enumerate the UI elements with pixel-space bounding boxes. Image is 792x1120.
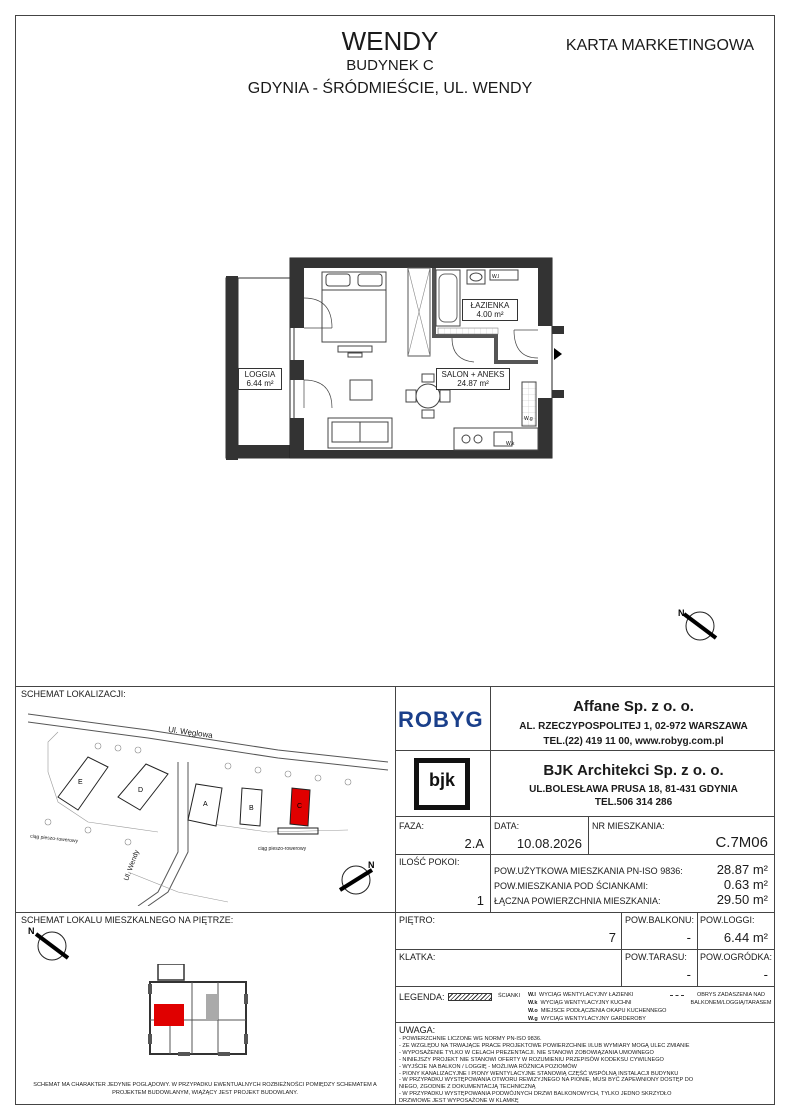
note-item: - POWIERZCHNIE LICZONE WG NORMY PN-ISO 9836. (399, 1036, 542, 1042)
notes-label: UWAGA: (399, 1025, 436, 1035)
svg-text:W.k: W.k (506, 441, 515, 447)
path-label: ciąg pieszo-rowerowy (29, 833, 79, 845)
unit-label: NR MIESZKANIA: (592, 821, 665, 831)
room-area: 4.00 m² (476, 310, 504, 319)
unit-number: C.7M06 (715, 834, 768, 851)
room-label-loggia (238, 368, 282, 390)
area-usable-label: POW.UŻYTKOWA MIESZKANIA PN-ISO 9836: (494, 866, 683, 876)
project-address: GDYNIA - ŚRÓDMIEŚCIE, UL. WENDY (247, 80, 533, 97)
floor-scheme-disclaimer: SCHEMAT MA CHARAKTER JEDYNIE POGLĄDOWY. W PRZYPADKU EWENTUALNYCH ROZBIEŻNOŚCI POMIĘDZY SCHEMATEM A PROJEKTEM BUDOWLANYM, WIĄŻĄCY JEST PROJEKT BUDOWLANY. (33, 1082, 377, 1096)
developer-name: Affane Sp. z o. o. (573, 698, 694, 715)
svg-text:W.g: W.g (524, 416, 533, 422)
note-item: - WYJŚCIE NA BALKON / LOGGIĘ - MOŻLIWA RÓŻNICA POZIOMÓW (399, 1063, 577, 1070)
room-name: LOGGIA (244, 370, 276, 379)
date-value: 10.08.2026 (516, 836, 582, 851)
room-name: ŁAZIENKA (470, 301, 510, 310)
path-label: ciąg pieszo-rowerowy (258, 846, 307, 852)
room-label-living (436, 368, 510, 390)
balcony-label: POW.BALKONU: (625, 915, 695, 925)
terrace-label: POW.TARASU: (625, 952, 687, 962)
svg-text:B: B (249, 805, 254, 812)
room-area: 6.44 m² (246, 379, 274, 388)
street-label: Ul. Wendy (123, 849, 141, 882)
floor-value: 7 (608, 930, 616, 945)
svg-text:N: N (28, 926, 35, 936)
card-type: KARTA MARKETINGOWA (565, 37, 755, 54)
svg-text:N: N (678, 608, 685, 618)
note-item: - NINIEJSZY PROJEKT NIE STANOWI OFERTY W ROZUMIENIU PRZEPISÓW KODEKSU CYWILNEGO (399, 1056, 664, 1063)
location-heading: SCHEMAT LOKALIZACJI: (21, 689, 126, 699)
phase-value: 2.A (464, 836, 484, 851)
balcony-value: - (686, 930, 691, 945)
loggia-value: 6.44 m² (723, 930, 768, 945)
legend-item: W.k WYCIĄG WENTYLACYJNY KUCHNI (528, 1000, 632, 1006)
note-item: - W PRZYPADKU WYSTĘPOWANIA OTWORU REWIZYJNEGO NA PIONIE, MUSI BYĆ ZAPEWNIONY DOSTĘP DO NIEGO, ZGODNIE Z DOKUMENTACJĄ TECHNICZNĄ (399, 1077, 694, 1091)
building-label: E (78, 779, 83, 786)
area-slope-value: 0.63 m² (723, 877, 768, 892)
architect-contact: TEL.506 314 286 (594, 797, 673, 808)
legend-item: W.o MIEJSCE PODŁĄCZENIA OKAPU KUCHENNEGO (528, 1008, 667, 1014)
area-slope-label: POW.MIESZKANIA POD ŚCIANKAMI: (494, 881, 649, 891)
notes-list (399, 1036, 699, 1105)
street-label: Ul. Węglowa (167, 724, 214, 741)
date-label: DATA: (494, 821, 520, 831)
bjk-logo: bjk (414, 758, 470, 810)
compass-icon (676, 606, 720, 646)
area-total-value: 29.50 m² (716, 892, 768, 907)
note-item: - W PRZYPADKU WYSTĘPOWANIA PODWÓJNYCH DRZWI BALKONOWYCH, TYLKO JEDNO SKRZYDŁO DRZWIOWE JEST WYPOSAŻONE W KLAMKĘ (399, 1091, 672, 1105)
loggia-label: POW.LOGGI: (700, 915, 755, 925)
svg-text:W.l: W.l (492, 274, 499, 280)
outline-dash-icon (670, 995, 684, 996)
area-usable-value: 28.87 m² (716, 862, 768, 877)
legend-list (528, 991, 666, 1023)
room-area: 24.87 m² (457, 379, 489, 388)
garden-value: - (763, 967, 768, 982)
garden-label: POW.OGRÓDKA: (700, 952, 773, 962)
legend-walls: ŚCIANKI (498, 993, 521, 999)
developer-address: AL. RZECZYPOSPOLITEJ 1, 02-972 WARSZAWA (519, 721, 748, 732)
note-item: - PIONY KANALIZACYJNE I PIONY WENTYLACYJNE STANOWIĄ CZĘŚĆ WSPÓLNĄ INSTALACJI BUDYNKU (399, 1070, 679, 1077)
phase-label: FAZA: (399, 821, 425, 831)
floor-plan (222, 250, 572, 462)
floor-label: PIĘTRO: (399, 915, 436, 925)
floor-scheme-heading: SCHEMAT LOKALU MIESZKALNEGO NA PIĘTRZE: (21, 915, 234, 925)
building-name: BUDYNEK C (346, 57, 434, 74)
room-label-bathroom (462, 299, 518, 321)
compass-icon (336, 858, 380, 898)
legend-item: W.g WYCIĄG WENTYLACYJNY GARDEROBY (528, 1016, 646, 1022)
rooms-label: ILOŚĆ POKOI: (399, 857, 460, 867)
svg-text:A: A (203, 801, 208, 808)
stair-label: KLATKA: (399, 952, 436, 962)
project-title: WENDY (341, 26, 439, 56)
developer-contact: TEL.(22) 419 11 00, www.robyg.com.pl (543, 736, 724, 747)
floor-scheme-plan (148, 964, 248, 1058)
legend-label: LEGENDA: (399, 992, 445, 1002)
area-total-label: ŁĄCZNA POWIERZCHNIA MIESZKANIA: (494, 896, 661, 906)
rooms-value: 1 (476, 893, 484, 908)
svg-text:C: C (297, 803, 303, 810)
svg-text:D: D (138, 787, 144, 794)
compass-icon (24, 922, 74, 968)
architect-address: UL.BOLESŁAWA PRUSA 18, 81-431 GDYNIA (529, 784, 738, 795)
wall-hatch-icon (448, 993, 492, 1001)
note-item: - ZE WZGLĘDU NA TRWAJĄCE PRACE PROJEKTOWE POWIERZCHNIE I/LUB WYMIARY MOGĄ ULEC ZMIANIE (399, 1042, 690, 1049)
robyg-logo: ROBYG (398, 707, 484, 732)
svg-text:N: N (368, 860, 375, 870)
note-item: - WYPOSAŻENIE TYLKO W CELACH PREZENTACJI. NIE STANOWI ZOBOWIĄZANIA UMOWNEGO (399, 1049, 654, 1056)
terrace-value: - (686, 967, 691, 982)
architect-name: BJK Architekci Sp. z o. o. (543, 762, 724, 779)
room-name: SALON + ANEKS (441, 370, 505, 379)
legend-outline: OBRYS ZADASZENIA NAD BALKONEM/LOGGIĄ/TARASEM (690, 992, 772, 1006)
legend-item: W.l WYCIĄG WENTYLACYJNY ŁAZIENKI (528, 992, 634, 998)
